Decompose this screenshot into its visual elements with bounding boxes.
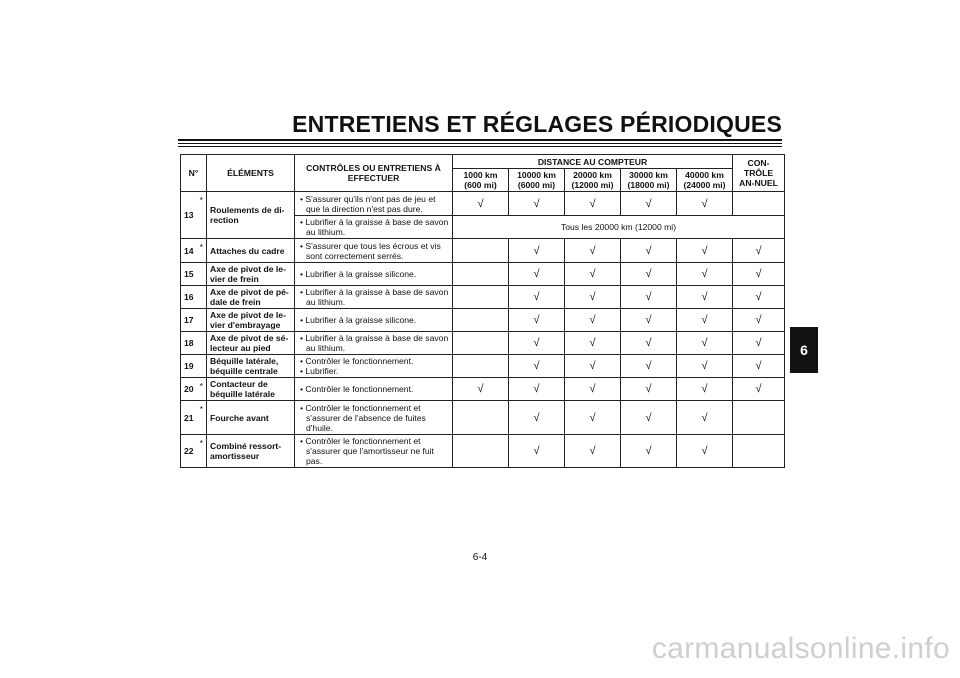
operation-text: Lubrifier à la graisse silicone. [305,315,417,325]
check-cell: √ [509,263,565,286]
header-mi-value: (12000 mi) [571,180,614,190]
row-star: * [197,239,207,263]
check-cell: √ [733,355,785,378]
check-cell: √ [621,239,677,263]
header-km-2 [565,169,621,192]
check-cell: √ [621,332,677,355]
row-number: 22 [181,435,197,468]
operation-item: • S'assurer qu'ils n'ont pas de jeu et que la direction n'est pas dure. [300,193,436,214]
row-star [197,286,207,309]
check-cell: √ [509,378,565,401]
header-km-1 [509,169,565,192]
operations-cell [295,286,453,309]
check-cell: √ [565,401,621,435]
check-cell: √ [509,192,565,216]
check-cell: √ [509,239,565,263]
check-cell: √ [621,401,677,435]
operation-item: • Contrôler le fonctionnement. [300,356,414,366]
row-number: 20 [181,378,197,401]
operation-item: • Lubrifier à la graisse à base de savon au lithium. [300,333,449,353]
table-row [181,332,785,355]
check-cell: √ [565,192,621,216]
header-km-value: 40000 km [685,170,724,180]
check-cell [453,263,509,286]
check-cell: √ [733,286,785,309]
check-cell: √ [677,355,733,378]
check-cell: √ [677,263,733,286]
operation-item: • Lubrifier à la graisse à base de savon au lithium. [300,217,449,237]
check-cell: √ [677,332,733,355]
page-title: ENTRETIENS ET RÉGLAGES PÉRIODIQUES [292,111,782,137]
check-cell: √ [509,309,565,332]
operations-cell [295,263,453,286]
check-cell: √ [677,239,733,263]
row-star: * [197,435,207,468]
watermark: carmanualsonline.info [651,632,950,665]
check-cell: √ [733,309,785,332]
check-cell: √ [677,401,733,435]
check-cell: √ [565,378,621,401]
header-mi-value: (6000 mi) [517,180,556,190]
check-cell: √ [677,309,733,332]
operation-text: S'assurer qu'ils n'ont pas de jeu et que la direction n'est pas dure. [305,193,436,214]
header-annual: CON-TRÔLE AN-NUEL [733,155,785,192]
check-cell: √ [509,332,565,355]
operation-item: • Lubrifier à la graisse silicone. [300,315,417,325]
operation-item: • Contrôler le fonctionnement et s'assurer de l'absence de fuites d'huile. [300,402,426,433]
header-km-value: 10000 km [517,170,556,180]
table-row [181,355,785,378]
operation-text: Lubrifier à la graisse à base de savon au lithium. [305,287,449,307]
operation-text: Contrôler le fonctionnement et s'assurer que l'amortisseur ne fuit pas. [305,436,434,466]
row-element: Roulements de di-rection [207,192,295,239]
operation-item: • S'assurer que tous les écrous et vis sont correctement serrés. [300,240,441,261]
row-element: Axe de pivot de le-vier d'embrayage [207,309,295,332]
header-mi-value: (18000 mi) [627,180,670,190]
header-km-0 [453,169,509,192]
row-number: 15 [181,263,197,286]
check-cell: √ [733,332,785,355]
check-cell: √ [677,286,733,309]
interval-span: Tous les 20000 km (12000 mi) [453,216,785,239]
title-rule [178,146,782,147]
table-row [181,401,785,435]
check-cell: √ [509,355,565,378]
operation-text: Contrôler le fonctionnement. [305,356,414,366]
operations-cell [295,435,453,468]
operation-item: • Lubrifier à la graisse à base de savon au lithium. [300,287,449,307]
row-number: 13 [181,192,197,239]
check-cell [453,332,509,355]
check-cell: √ [621,435,677,468]
check-cell: √ [621,355,677,378]
check-cell: √ [621,263,677,286]
check-cell [733,401,785,435]
row-element: Axe de pivot de sé-lecteur au pied [207,332,295,355]
operation-text: S'assurer que tous les écrous et vis sont correctement serrés. [305,240,441,261]
table-row [181,192,785,216]
row-number: 19 [181,355,197,378]
header-km-4 [677,169,733,192]
row-element: Béquille latérale, béquille centrale [207,355,295,378]
table-row [181,309,785,332]
operation-text: Lubrifier à la graisse à base de savon au lithium. [305,333,449,353]
check-cell: √ [565,309,621,332]
row-star: * [197,401,207,435]
check-cell [453,286,509,309]
check-cell: √ [621,309,677,332]
header-mi-value: (600 mi) [464,180,497,190]
row-element: Fourche avant [207,401,295,435]
row-number: 16 [181,286,197,309]
check-cell: √ [565,332,621,355]
operations-cell [295,192,453,216]
check-cell: √ [621,378,677,401]
header-km-3 [621,169,677,192]
check-cell: √ [509,401,565,435]
check-cell [453,435,509,468]
check-cell: √ [621,286,677,309]
header-operations: CONTRÔLES OU ENTRETIENS À EFFECTUER [295,155,453,192]
check-cell: √ [677,435,733,468]
check-cell: √ [565,286,621,309]
table-row [181,239,785,263]
table-row [181,435,785,468]
header-distance: DISTANCE AU COMPTEUR [453,155,733,169]
row-number: 21 [181,401,197,435]
check-cell: √ [733,378,785,401]
row-star: * [197,192,207,239]
row-element: Attaches du cadre [207,239,295,263]
page-number: 6-4 [472,552,488,563]
check-cell [453,309,509,332]
row-star: * [197,378,207,401]
check-cell: √ [565,239,621,263]
maintenance-table [180,154,785,468]
check-cell [733,192,785,216]
check-cell [733,435,785,468]
check-cell: √ [565,355,621,378]
operations-cell [295,355,453,378]
row-star [197,332,207,355]
check-cell [453,239,509,263]
operations-cell [295,378,453,401]
title-rule [178,143,782,144]
header-elements: ÉLÉMENTS [207,155,295,192]
check-cell: √ [733,263,785,286]
check-cell: √ [621,192,677,216]
header-km-value: 30000 km [629,170,668,180]
row-star [197,355,207,378]
operation-text: Lubrifier. [305,366,339,376]
operation-item: • Contrôler le fonctionnement. [300,384,414,394]
operation-item: • Contrôler le fonctionnement et s'assurer que l'amortisseur ne fuit pas. [300,436,434,466]
operation-text: Contrôler le fonctionnement et s'assurer de l'absence de fuites d'huile. [305,402,426,433]
table-row [181,263,785,286]
title-rule [178,139,782,141]
row-element: Contacteur de béquille latérale [207,378,295,401]
operations-cell [295,332,453,355]
check-cell: √ [565,435,621,468]
operations-cell [295,239,453,263]
table-row [181,378,785,401]
operation-item: • Lubrifier. [300,366,339,376]
operations-cell [295,216,453,239]
header-km-value: 20000 km [573,170,612,180]
row-element: Axe de pivot de le-vier de frein [207,263,295,286]
check-cell [453,401,509,435]
operations-cell [295,401,453,435]
row-star [197,263,207,286]
operation-text: Lubrifier à la graisse silicone. [305,269,417,279]
check-cell: √ [509,286,565,309]
table-row [181,286,785,309]
header-km-value: 1000 km [463,170,498,180]
row-star [197,309,207,332]
header-mi-value: (24000 mi) [683,180,726,190]
check-cell: √ [565,263,621,286]
check-cell: √ [453,192,509,216]
check-cell: √ [677,192,733,216]
header-num: N° [181,155,207,192]
operation-item: • Lubrifier à la graisse silicone. [300,269,417,279]
row-element: Axe de pivot de pé-dale de frein [207,286,295,309]
operation-text: Contrôler le fonctionnement. [305,384,414,394]
check-cell: √ [733,239,785,263]
check-cell [453,355,509,378]
row-number: 14 [181,239,197,263]
operations-cell [295,309,453,332]
check-cell: √ [453,378,509,401]
row-number: 17 [181,309,197,332]
row-number: 18 [181,332,197,355]
check-cell: √ [509,435,565,468]
chapter-tab: 6 [790,327,818,373]
operation-text: Lubrifier à la graisse à base de savon au lithium. [305,217,449,237]
row-element: Combiné ressort-amortisseur [207,435,295,468]
check-cell: √ [677,378,733,401]
